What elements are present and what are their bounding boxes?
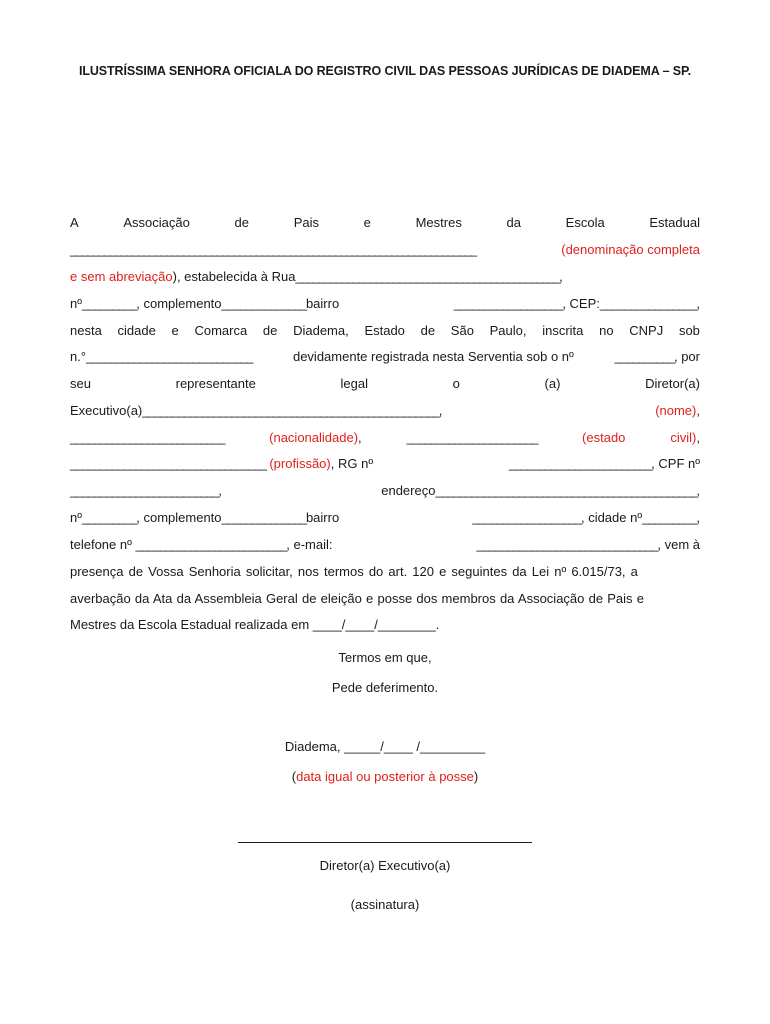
text: n.° [70, 349, 87, 364]
word: inscrita [542, 323, 584, 338]
text: , RG nº [330, 456, 374, 471]
registration-number-blank[interactable]: __________ [614, 349, 674, 364]
date-note [0, 769, 770, 785]
marital-status-hint: (estado [582, 430, 626, 445]
paragraph-line-5 [70, 323, 700, 339]
word: Diadema, [293, 323, 349, 338]
date-line[interactable]: Diadema, _____/____ /_________ [284, 739, 486, 754]
cnpj-blank[interactable]: ____________________________ [86, 349, 253, 364]
paragraph-line-6 [70, 349, 700, 365]
paragraph-line-7 [70, 376, 700, 392]
word: sob [678, 323, 700, 338]
profession-hint: (profissão) [269, 456, 331, 471]
word: Mestres [415, 215, 462, 230]
paragraph-line-1 [70, 215, 700, 231]
paragraph-line-4 [70, 296, 700, 312]
text: telefone nº [70, 537, 132, 552]
document-heading: ILUSTRÍSSIMA SENHORA OFICIALA DO REGISTRO CIVIL DAS PESSOAS JURÍDICAS DE DIADEMA – SP. [78, 64, 692, 78]
word: da [506, 215, 521, 230]
word: e [363, 215, 371, 230]
word: nesta [70, 323, 102, 338]
text: , [358, 430, 362, 445]
closing-request: Pede deferimento. [331, 680, 439, 695]
text: devidamente registrada nesta Serventia sob o nº [292, 349, 574, 364]
no-abbreviation-hint: e sem abreviação [70, 269, 173, 284]
text: , complemento [136, 296, 222, 311]
word: CNPJ [629, 323, 664, 338]
text: ( [291, 769, 297, 784]
name-hint: (nome) [655, 403, 697, 418]
word: Pais [293, 215, 319, 230]
phone-blank[interactable]: _________________________ [135, 537, 287, 552]
text: ) [473, 769, 479, 784]
paragraph-line-16: Mestres da Escola Estadual realizada em ____/____/________. [70, 617, 440, 632]
paragraph-line-8 [70, 403, 700, 419]
text: endereço [381, 483, 436, 498]
date-hint: data igual ou posterior à posse [296, 769, 474, 784]
text: , CEP: [562, 296, 600, 311]
word: Diretor(a) [645, 376, 700, 391]
address-blank[interactable]: ____________________________________________ [435, 483, 697, 498]
word: de [420, 323, 436, 338]
word: de [262, 323, 278, 338]
text: bairro [305, 296, 340, 311]
text: , complemento [136, 510, 222, 525]
number-blank[interactable]: _________ [81, 296, 137, 311]
city-blank[interactable]: _________ [642, 510, 697, 525]
signature-line[interactable] [238, 842, 532, 843]
district-blank[interactable]: __________________ [472, 510, 581, 525]
word: legal [340, 376, 368, 391]
text: , [218, 483, 222, 498]
paragraph-line-9 [70, 430, 700, 446]
cpf-blank[interactable]: _________________________ [70, 483, 219, 498]
text: , [696, 403, 700, 418]
nationality-blank[interactable]: __________________________ [70, 430, 225, 445]
word: Estado [364, 323, 405, 338]
word: São [450, 323, 474, 338]
text: , e-mail: [286, 537, 333, 552]
street-blank[interactable]: ______________________________________________ [295, 269, 560, 284]
text: bairro [305, 510, 340, 525]
text: , [438, 403, 443, 418]
district-blank[interactable]: __________________ [453, 296, 563, 311]
signature-label: (assinatura) [350, 897, 420, 912]
word: (a) [544, 376, 561, 391]
profession-blank[interactable]: _________________________________ [70, 456, 266, 471]
paragraph-line-3 [70, 269, 700, 285]
nationality-hint: (nacionalidade) [269, 430, 359, 445]
marital-status-blank[interactable]: ______________________ [406, 430, 538, 445]
text: , [559, 269, 563, 284]
association-name-hint: (denominação completa [561, 242, 700, 257]
rg-blank[interactable]: ________________________ [508, 456, 652, 471]
text: , [696, 510, 700, 525]
paragraph-line-12 [70, 510, 700, 526]
text: Executivo(a) [70, 403, 143, 418]
word: e [171, 323, 179, 338]
closing-phrase: Termos em que, [338, 650, 432, 665]
text: ), estabelecida à Rua [172, 269, 296, 284]
word: no [599, 323, 614, 338]
word: representante [175, 376, 256, 391]
word: Comarca [194, 323, 248, 338]
complement-blank[interactable]: ______________ [221, 510, 306, 525]
word: o [452, 376, 460, 391]
signer-title: Diretor(a) Executivo(a) [319, 858, 451, 873]
text: nº [70, 296, 82, 311]
word: Associação [123, 215, 190, 230]
paragraph-line-2 [70, 242, 700, 258]
word: A [70, 215, 79, 230]
text: , [696, 430, 700, 445]
text: , CPF nº [651, 456, 700, 471]
paragraph-line-14: presença de Vossa Senhoria solicitar, nos termos do art. 120 e seguintes da Lei nº 6.015/73, a [70, 564, 638, 579]
word: Paulo, [489, 323, 527, 338]
association-name-blank[interactable]: ________________________________________________________________________ [70, 242, 476, 257]
email-blank[interactable]: ______________________________ [476, 537, 658, 552]
word: Escola [565, 215, 605, 230]
number-blank[interactable]: _________ [81, 510, 137, 525]
text: , [696, 483, 700, 498]
paragraph-line-11 [70, 483, 700, 499]
word: de [234, 215, 249, 230]
word: cidade [117, 323, 156, 338]
paragraph-line-10 [70, 456, 700, 472]
text: , cidade nº [580, 510, 643, 525]
paragraph-line-13 [70, 537, 700, 553]
text: , vem à [657, 537, 700, 552]
paragraph-line-15: averbação da Ata da Assembleia Geral de eleição e posse dos membros da Associação de Pais e [70, 591, 644, 606]
marital-status-hint: civil) [670, 430, 697, 445]
complement-blank[interactable]: ______________ [221, 296, 306, 311]
cep-blank[interactable]: ________________ [599, 296, 697, 311]
director-name-blank[interactable]: __________________________________________________ [142, 403, 439, 418]
word: Estadual [649, 215, 700, 230]
text: , por [673, 349, 700, 364]
text: nº [70, 510, 82, 525]
text: , [696, 296, 700, 311]
word: seu [70, 376, 91, 391]
